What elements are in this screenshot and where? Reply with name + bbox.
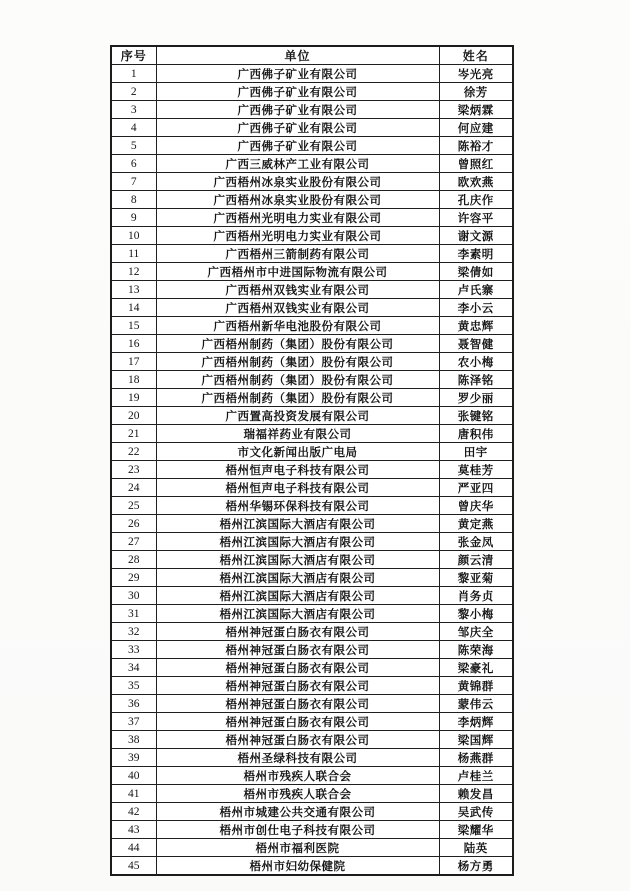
person-name-cell: 谢文源 bbox=[439, 227, 513, 245]
unit-cell: 瑞福祥药业有限公司 bbox=[156, 425, 439, 443]
unit-cell: 广西梧州三箭制药有限公司 bbox=[156, 245, 439, 263]
table-row bbox=[111, 569, 513, 587]
person-name-cell: 徐芳 bbox=[439, 83, 513, 101]
row-index-cell: 8 bbox=[111, 191, 156, 209]
row-index-cell: 22 bbox=[111, 443, 156, 461]
row-index-cell: 4 bbox=[111, 119, 156, 137]
row-index-cell: 39 bbox=[111, 749, 156, 767]
col-header-index: 序号 bbox=[111, 46, 156, 65]
person-name-cell: 严亚四 bbox=[439, 479, 513, 497]
unit-cell: 梧州华锡环保科技有限公司 bbox=[156, 497, 439, 515]
person-name-cell: 赖发昌 bbox=[439, 785, 513, 803]
row-index-cell: 23 bbox=[111, 461, 156, 479]
unit-cell: 梧州神冠蛋白肠衣有限公司 bbox=[156, 695, 439, 713]
unit-cell: 广西梧州冰泉实业股份有限公司 bbox=[156, 173, 439, 191]
row-index-cell: 3 bbox=[111, 101, 156, 119]
table-row bbox=[111, 803, 513, 821]
table-row bbox=[111, 839, 513, 857]
unit-cell: 梧州江滨国际大酒店有限公司 bbox=[156, 515, 439, 533]
col-header-name: 姓名 bbox=[439, 46, 513, 65]
person-name-cell: 孔庆作 bbox=[439, 191, 513, 209]
row-index-cell: 6 bbox=[111, 155, 156, 173]
person-name-cell: 许容平 bbox=[439, 209, 513, 227]
row-index-cell: 25 bbox=[111, 497, 156, 515]
unit-cell: 广西佛子矿业有限公司 bbox=[156, 65, 439, 83]
table-row bbox=[111, 299, 513, 317]
table-row bbox=[111, 353, 513, 371]
unit-cell: 广西置高投资发展有限公司 bbox=[156, 407, 439, 425]
table-row bbox=[111, 767, 513, 785]
person-name-cell: 黎小梅 bbox=[439, 605, 513, 623]
roster-table bbox=[110, 45, 514, 876]
row-index-cell: 29 bbox=[111, 569, 156, 587]
person-name-cell: 李炳辉 bbox=[439, 713, 513, 731]
row-index-cell: 16 bbox=[111, 335, 156, 353]
row-index-cell: 43 bbox=[111, 821, 156, 839]
table-row bbox=[111, 407, 513, 425]
row-index-cell: 31 bbox=[111, 605, 156, 623]
unit-cell: 广西梧州新华电池股份有限公司 bbox=[156, 317, 439, 335]
unit-cell: 梧州市城建公共交通有限公司 bbox=[156, 803, 439, 821]
table-row bbox=[111, 101, 513, 119]
unit-cell: 梧州神冠蛋白肠衣有限公司 bbox=[156, 677, 439, 695]
table-row bbox=[111, 821, 513, 839]
unit-cell: 梧州神冠蛋白肠衣有限公司 bbox=[156, 731, 439, 749]
row-index-cell: 15 bbox=[111, 317, 156, 335]
row-index-cell: 32 bbox=[111, 623, 156, 641]
table-row bbox=[111, 497, 513, 515]
person-name-cell: 农小梅 bbox=[439, 353, 513, 371]
unit-cell: 广西佛子矿业有限公司 bbox=[156, 83, 439, 101]
row-index-cell: 12 bbox=[111, 263, 156, 281]
table-row bbox=[111, 245, 513, 263]
person-name-cell: 肖务贞 bbox=[439, 587, 513, 605]
row-index-cell: 9 bbox=[111, 209, 156, 227]
person-name-cell: 颜云清 bbox=[439, 551, 513, 569]
unit-cell: 广西佛子矿业有限公司 bbox=[156, 137, 439, 155]
table-row bbox=[111, 641, 513, 659]
row-index-cell: 18 bbox=[111, 371, 156, 389]
person-name-cell: 田宇 bbox=[439, 443, 513, 461]
table-row bbox=[111, 335, 513, 353]
unit-cell: 梧州市妇幼保健院 bbox=[156, 857, 439, 876]
row-index-cell: 19 bbox=[111, 389, 156, 407]
person-name-cell: 陈裕才 bbox=[439, 137, 513, 155]
unit-cell: 梧州神冠蛋白肠衣有限公司 bbox=[156, 713, 439, 731]
table-row bbox=[111, 677, 513, 695]
person-name-cell: 蒙伟云 bbox=[439, 695, 513, 713]
table-row bbox=[111, 749, 513, 767]
table-row bbox=[111, 533, 513, 551]
table-row bbox=[111, 209, 513, 227]
table-row bbox=[111, 317, 513, 335]
table-row bbox=[111, 785, 513, 803]
unit-cell: 广西梧州制药（集团）股份有限公司 bbox=[156, 353, 439, 371]
table-row bbox=[111, 731, 513, 749]
row-index-cell: 41 bbox=[111, 785, 156, 803]
row-index-cell: 27 bbox=[111, 533, 156, 551]
person-name-cell: 曾庆华 bbox=[439, 497, 513, 515]
person-name-cell: 黄定燕 bbox=[439, 515, 513, 533]
person-name-cell: 黎亚菊 bbox=[439, 569, 513, 587]
unit-cell: 广西梧州冰泉实业股份有限公司 bbox=[156, 191, 439, 209]
table-row bbox=[111, 227, 513, 245]
table-row bbox=[111, 551, 513, 569]
table-row bbox=[111, 263, 513, 281]
row-index-cell: 26 bbox=[111, 515, 156, 533]
person-name-cell: 欧欢燕 bbox=[439, 173, 513, 191]
row-index-cell: 34 bbox=[111, 659, 156, 677]
unit-cell: 梧州神冠蛋白肠衣有限公司 bbox=[156, 623, 439, 641]
row-index-cell: 44 bbox=[111, 839, 156, 857]
person-name-cell: 卢桂兰 bbox=[439, 767, 513, 785]
unit-cell: 梧州江滨国际大酒店有限公司 bbox=[156, 605, 439, 623]
unit-cell: 梧州江滨国际大酒店有限公司 bbox=[156, 587, 439, 605]
person-name-cell: 张键铭 bbox=[439, 407, 513, 425]
table-row bbox=[111, 65, 513, 83]
unit-cell: 梧州市福利医院 bbox=[156, 839, 439, 857]
row-index-cell: 36 bbox=[111, 695, 156, 713]
person-name-cell: 陈荣海 bbox=[439, 641, 513, 659]
row-index-cell: 13 bbox=[111, 281, 156, 299]
unit-cell: 市文化新闻出版广电局 bbox=[156, 443, 439, 461]
person-name-cell: 罗少丽 bbox=[439, 389, 513, 407]
person-name-cell: 何应建 bbox=[439, 119, 513, 137]
unit-cell: 广西佛子矿业有限公司 bbox=[156, 119, 439, 137]
unit-cell: 广西梧州光明电力实业有限公司 bbox=[156, 227, 439, 245]
row-index-cell: 28 bbox=[111, 551, 156, 569]
table-row bbox=[111, 623, 513, 641]
table-row bbox=[111, 479, 513, 497]
row-index-cell: 21 bbox=[111, 425, 156, 443]
table-row bbox=[111, 425, 513, 443]
table-row bbox=[111, 137, 513, 155]
person-name-cell: 卢氏寨 bbox=[439, 281, 513, 299]
row-index-cell: 14 bbox=[111, 299, 156, 317]
row-index-cell: 1 bbox=[111, 65, 156, 83]
row-index-cell: 30 bbox=[111, 587, 156, 605]
person-name-cell: 唐积伟 bbox=[439, 425, 513, 443]
table-row bbox=[111, 281, 513, 299]
row-index-cell: 20 bbox=[111, 407, 156, 425]
unit-cell: 梧州市残疾人联合会 bbox=[156, 767, 439, 785]
col-header-unit: 单位 bbox=[156, 46, 439, 65]
person-name-cell: 李小云 bbox=[439, 299, 513, 317]
roster-table-header bbox=[111, 46, 513, 65]
person-name-cell: 陈泽铭 bbox=[439, 371, 513, 389]
person-name-cell: 张金凤 bbox=[439, 533, 513, 551]
person-name-cell: 梁耀华 bbox=[439, 821, 513, 839]
person-name-cell: 杨燕群 bbox=[439, 749, 513, 767]
table-row bbox=[111, 119, 513, 137]
table-row bbox=[111, 461, 513, 479]
unit-cell: 广西梧州光明电力实业有限公司 bbox=[156, 209, 439, 227]
row-index-cell: 24 bbox=[111, 479, 156, 497]
person-name-cell: 邹庆全 bbox=[439, 623, 513, 641]
row-index-cell: 33 bbox=[111, 641, 156, 659]
table-row bbox=[111, 371, 513, 389]
person-name-cell: 聂智健 bbox=[439, 335, 513, 353]
row-index-cell: 17 bbox=[111, 353, 156, 371]
row-index-cell: 2 bbox=[111, 83, 156, 101]
unit-cell: 广西梧州制药（集团）股份有限公司 bbox=[156, 335, 439, 353]
person-name-cell: 陆英 bbox=[439, 839, 513, 857]
row-index-cell: 11 bbox=[111, 245, 156, 263]
unit-cell: 广西三威林产工业有限公司 bbox=[156, 155, 439, 173]
unit-cell: 梧州江滨国际大酒店有限公司 bbox=[156, 551, 439, 569]
row-index-cell: 10 bbox=[111, 227, 156, 245]
unit-cell: 梧州圣绿科技有限公司 bbox=[156, 749, 439, 767]
row-index-cell: 35 bbox=[111, 677, 156, 695]
person-name-cell: 杨方勇 bbox=[439, 857, 513, 876]
unit-cell: 广西梧州双钱实业有限公司 bbox=[156, 299, 439, 317]
unit-cell: 梧州江滨国际大酒店有限公司 bbox=[156, 533, 439, 551]
table-row bbox=[111, 443, 513, 461]
table-row bbox=[111, 515, 513, 533]
row-index-cell: 5 bbox=[111, 137, 156, 155]
table-row bbox=[111, 191, 513, 209]
person-name-cell: 梁倩如 bbox=[439, 263, 513, 281]
row-index-cell: 7 bbox=[111, 173, 156, 191]
person-name-cell: 梁豪礼 bbox=[439, 659, 513, 677]
person-name-cell: 曾照红 bbox=[439, 155, 513, 173]
unit-cell: 广西梧州制药（集团）股份有限公司 bbox=[156, 371, 439, 389]
unit-cell: 广西梧州制药（集团）股份有限公司 bbox=[156, 389, 439, 407]
unit-cell: 梧州江滨国际大酒店有限公司 bbox=[156, 569, 439, 587]
unit-cell: 广西梧州市中进国际物流有限公司 bbox=[156, 263, 439, 281]
person-name-cell: 吴武传 bbox=[439, 803, 513, 821]
person-name-cell: 李素明 bbox=[439, 245, 513, 263]
row-index-cell: 40 bbox=[111, 767, 156, 785]
table-row bbox=[111, 155, 513, 173]
roster-table-body bbox=[111, 65, 513, 876]
person-name-cell: 梁炳霖 bbox=[439, 101, 513, 119]
table-row bbox=[111, 659, 513, 677]
row-index-cell: 42 bbox=[111, 803, 156, 821]
person-name-cell: 黄锦群 bbox=[439, 677, 513, 695]
unit-cell: 梧州市创仕电子科技有限公司 bbox=[156, 821, 439, 839]
row-index-cell: 45 bbox=[111, 857, 156, 876]
table-row bbox=[111, 695, 513, 713]
person-name-cell: 黄忠辉 bbox=[439, 317, 513, 335]
unit-cell: 梧州神冠蛋白肠衣有限公司 bbox=[156, 659, 439, 677]
header-row bbox=[111, 46, 513, 65]
row-index-cell: 38 bbox=[111, 731, 156, 749]
unit-cell: 梧州市残疾人联合会 bbox=[156, 785, 439, 803]
table-row bbox=[111, 713, 513, 731]
row-index-cell: 37 bbox=[111, 713, 156, 731]
unit-cell: 梧州神冠蛋白肠衣有限公司 bbox=[156, 641, 439, 659]
table-row bbox=[111, 83, 513, 101]
table-row bbox=[111, 857, 513, 876]
person-name-cell: 莫桂芳 bbox=[439, 461, 513, 479]
unit-cell: 广西佛子矿业有限公司 bbox=[156, 101, 439, 119]
table-row bbox=[111, 173, 513, 191]
person-name-cell: 梁国辉 bbox=[439, 731, 513, 749]
unit-cell: 广西梧州双钱实业有限公司 bbox=[156, 281, 439, 299]
unit-cell: 梧州恒声电子科技有限公司 bbox=[156, 479, 439, 497]
table-row bbox=[111, 389, 513, 407]
person-name-cell: 岑光亮 bbox=[439, 65, 513, 83]
unit-cell: 梧州恒声电子科技有限公司 bbox=[156, 461, 439, 479]
table-row bbox=[111, 587, 513, 605]
table-row bbox=[111, 605, 513, 623]
